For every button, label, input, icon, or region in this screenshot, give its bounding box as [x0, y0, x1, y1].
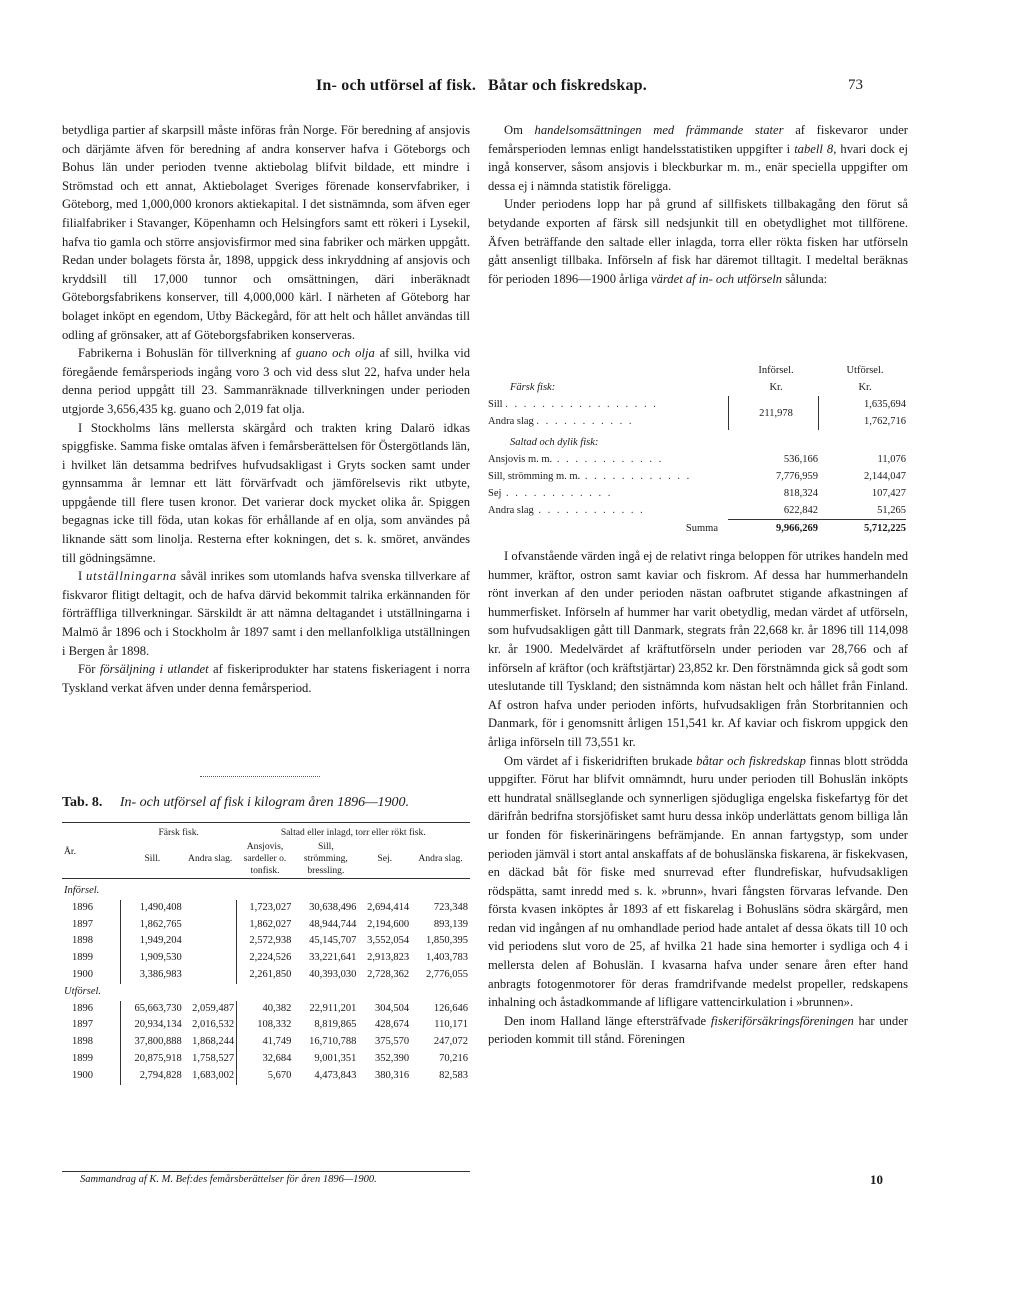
row-year: 1896 — [72, 901, 93, 913]
row-value: 352,390 — [374, 1052, 410, 1064]
left-column-text — [62, 121, 470, 697]
row-value: 5,670 — [237, 1068, 294, 1085]
row-value: 33,221,641 — [309, 952, 357, 964]
row-value: 1,758,527 — [192, 1052, 235, 1064]
table-row — [488, 451, 906, 468]
row-value: 2,016,532 — [192, 1019, 235, 1031]
row-value-in: 536,166 — [783, 454, 818, 465]
row-value: 45,145,707 — [309, 935, 357, 947]
row-value: 82,583 — [439, 1069, 468, 1081]
row-value: 380,316 — [374, 1069, 410, 1081]
row-label: Andra slag . . . . . . . . . . . — [488, 416, 634, 427]
row-value: 22,911,201 — [309, 1002, 357, 1014]
row-value: 32,684 — [237, 1051, 294, 1068]
table-row — [62, 1051, 470, 1068]
header-year: År. — [64, 846, 76, 857]
header-andra-slag: Andra slag. — [188, 853, 233, 864]
table-source-note: Sammandrag af K. M. Bef:des femårsberättelser för åren 1896—1900. — [80, 1174, 377, 1185]
row-label: Ansjovis m. m. . . . . . . . . . . . . — [488, 454, 664, 465]
row-year: 1898 — [72, 1036, 93, 1048]
row-value-ut: 107,427 — [871, 488, 906, 499]
row-value: 247,072 — [433, 1036, 468, 1048]
row-value-ut: 11,076 — [877, 454, 906, 465]
row-value: 48,944,744 — [309, 918, 357, 930]
row-value: 2,224,526 — [237, 950, 294, 967]
row-value: 1,403,783 — [426, 952, 468, 964]
row-value: 893,139 — [433, 918, 468, 930]
row-value: 3,552,054 — [367, 935, 410, 947]
row-value: 723,348 — [433, 901, 468, 913]
col-header-infoersel: Införsel. — [758, 365, 794, 376]
table-title: In- och utförsel af fisk i kilogram åren 1896—1900. — [119, 795, 410, 810]
row-label: Andra slag . . . . . . . . . . . . — [488, 505, 645, 517]
row-value: 8,819,865 — [314, 1019, 357, 1031]
section-label-saltad: Saltad och dylik fisk: — [510, 437, 599, 448]
unit-in: Kr. — [769, 382, 783, 393]
row-value: 20,934,134 — [121, 1017, 184, 1034]
row-value: 2,694,414 — [367, 901, 410, 913]
table-row — [62, 933, 470, 950]
row-value — [184, 933, 237, 950]
row-value-ut: 1,762,716 — [818, 413, 906, 430]
table-row — [62, 1001, 470, 1018]
table-row — [488, 485, 906, 502]
paragraph: Om värdet af i fiskeridriften brukade båtar och fiskredskap finnas blott strödda uppgifter. Förut har blifvit omnämndt, huru under perioden till Bohuslän inköpts ett hundratal snällseglande och synnerligen sjödugliga engelska fiskefartyg för det därifrån bedrifna storsjöfisket samt huru dessa inköp underlättats genom billiga lån ur fonden för fiskerinäringens befrämjande. En annan fartygstyp, som under perioden jämväl i stort antal anskaffats af de bohuslänska fiskarena, är fiskekvasen, en däckad båt för fiske med snurrevad efter flundrefiskar, hufvudsakligen rödspätta, samt inredd med s. k. »brunn», hvari fångsten förvaras lefvande. Den första kvasen inköptes år 1893 af ett fiskarelag i Bohusläns södra skärgård, men redan vid ingången af nu omhandlade period hade antalet af dessa ökats till 10 och vid periodens slut voro de 25, af hvilka 21 hade sina hemorter i sydliga och 4 i mellersta delen af Bohuslän. I kvasarna hafva under senare åren efter hand anbragts fotogenmotorer för deras framdrifvande medelst propeller, redskapens inhalning och åstadkommande af lifligare vattencirkulation i »brunnen». — [488, 753, 909, 1010]
row-value: 9,001,351 — [314, 1052, 357, 1064]
row-value: 108,332 — [237, 1017, 294, 1034]
row-value: 4,473,843 — [314, 1069, 357, 1081]
row-value: 428,674 — [374, 1019, 410, 1031]
row-value: 1,862,027 — [237, 917, 294, 934]
row-value: 2,572,938 — [237, 933, 294, 950]
main-table — [62, 826, 470, 1085]
table-row — [62, 1034, 470, 1051]
section-label-utfoersel: Utförsel. — [64, 985, 102, 997]
row-year: 1898 — [72, 935, 93, 947]
paragraph: Fabrikerna i Bohuslän för tillverkning af guano och olja af sill, hvilka vid föregående femårsperiods ingång voro 3 och vid dess slut 22, hafva under hela denna period uppgått till 23. Sammanräknade tillverkningen under perioden utgjorde 3,656,435 kg. guano och 2,019 fat olja. — [62, 346, 470, 416]
header-andra-slag: Andra slag. — [418, 853, 463, 864]
table-row — [488, 468, 906, 485]
row-value: 1,850,395 — [426, 935, 468, 947]
row-value-ut: 1,635,694 — [818, 396, 906, 413]
row-value: 2,194,600 — [367, 918, 410, 930]
row-value — [184, 917, 237, 934]
row-value: 126,646 — [433, 1002, 468, 1014]
paragraph: För försäljning i utlandet af fiskeriprodukter har statens fiskeriagent i norra Tyskland verkat äfven under denna femårsperiod. — [62, 662, 470, 695]
utfoersel-rows — [62, 1001, 470, 1085]
section-label-farsk: Färsk fisk: — [510, 382, 556, 393]
col-header-utfoersel: Utförsel. — [846, 365, 884, 376]
row-value: 375,570 — [374, 1036, 410, 1048]
row-value: 1,868,244 — [192, 1036, 235, 1048]
row-value: 1,909,530 — [121, 950, 184, 967]
row-value — [184, 967, 237, 984]
row-year: 1899 — [72, 1052, 93, 1064]
row-value-ut: 51,265 — [877, 505, 906, 516]
row-value: 2,261,850 — [237, 967, 294, 984]
page-number: 73 — [848, 77, 863, 93]
table-bottom-rule — [62, 1171, 470, 1172]
row-value: 3,386,983 — [121, 967, 184, 984]
row-value: 1,490,408 — [121, 900, 184, 917]
table-caption — [62, 795, 409, 811]
paragraph: Under periodens lopp har på grund af sillfiskets tillbakagång den förut så betydande exporten af färsk sill nedsjunkit till en obetydlighet mot tillförene. Äfven beträffande den saltade eller inlagda, torra eller rökta fisken har utförseln gått ansenligt tillbaka. Införseln af fisk har däremot tilltagit. I medeltal beräknas för perioden 1896—1900 årliga värdet af in- och utförseln sålunda: — [488, 197, 908, 286]
summa-ut: 5,712,225 — [818, 520, 906, 538]
row-value-in: 622,842 — [783, 505, 818, 516]
row-value: 30,638,496 — [309, 901, 357, 913]
table-row — [488, 502, 906, 520]
row-label: Sill . . . . . . . . . . . . . . . . . — [488, 399, 658, 410]
summa-in: 9,966,269 — [728, 520, 818, 538]
running-head-right: Båtar och fiskredskap. — [488, 77, 647, 94]
farsk-in-combined: 211,978 — [728, 396, 818, 430]
value-table-wrap — [488, 362, 908, 537]
row-value: 2,728,362 — [367, 968, 410, 980]
unit-ut: Kr. — [858, 382, 872, 393]
row-value: 16,710,788 — [309, 1036, 357, 1048]
paragraph: I Stockholms läns mellersta skärgård och trakten kring Dalarö idkas spiggfiske. Samma fiske omtalas äfven i femårsberättelsen för Östergötlands län, i hvilket län detsamma bedrifves hufvudsakligast i Gryts socken samt under gynnsamma år lemnar ett lätt förvärfvadt och jämförelsevis rikt utbyte, uppgående till flere tusen kronor. Det varierar dock mycket olika år. Spiggen begagnas icke till föda, utan kokas för erhållande af en olja, som användes på liknande sätt som linolja. Resterna efter kokningen, det s. k. smöret, användes till gödningsämne. — [62, 420, 470, 565]
header-salted-fish: Saltad eller inlagd, torr eller rökt fisk. — [280, 827, 426, 838]
row-value-in: 818,324 — [783, 488, 818, 499]
paragraph: I ofvanstående värden ingå ej de relativt ringa beloppen för utrikes handeln med hummer, kräftor, ostron samt kaviar och fiskrom. Af dessa har hummerhandeln rönt inverkan af den under perioden nästan oafbrutet stigande afkastningen af hummerfisket. Införseln af hummer har varit obetydlig, medan värdet af utförseln, som hufvudsakligen gått till Danmark, stegrats från 22,668 kr. år 1896 till 114,098 kr. år 1900. Medelvärdet af kräftutförseln under perioden var 28,766 och af införseln af kräftor (och kräftstjärtar) 23,852 kr. Den förstnämnda gick så godt som uteslutande till Tyskland; den sistnämnda kom nästan helt och hållet från Finland. Af ostron hafva under perioden införts, hufvudsakligen från Storbritannien och Danmark, för i genomsnitt årligen 151,541 kr. Af kaviar och fiskrom uppgick den årliga införseln till 73,551 kr. — [488, 549, 908, 749]
table-number: Tab. 8. — [62, 795, 103, 810]
right-column-text-upper — [488, 121, 908, 288]
row-value: 2,794,828 — [121, 1068, 184, 1085]
column-rule — [200, 776, 320, 777]
table-row — [62, 917, 470, 934]
table-row — [62, 1017, 470, 1034]
row-value-ut: 2,144,047 — [864, 471, 906, 482]
row-year: 1897 — [72, 918, 93, 930]
row-value: 41,749 — [237, 1034, 294, 1051]
row-year: 1900 — [72, 968, 93, 980]
right-column-text-lower — [488, 547, 908, 1049]
row-value: 40,393,030 — [309, 968, 357, 980]
section-label-infoersel: Införsel. — [64, 885, 100, 896]
row-value: 20,875,918 — [121, 1051, 184, 1068]
header-sej: Sej. — [377, 853, 393, 864]
table-row — [62, 900, 470, 917]
row-value: 40,382 — [237, 1001, 294, 1018]
row-value: 304,504 — [374, 1002, 410, 1014]
paragraph: Om handelsomsättningen med främmande stater af fiskevaror under femårsperioden lemnas enligt handelsstatistiken uppgifter i tabell 8, hvari dock ej ingå konserver, såsom ansjovis i bleckburkar m. m., enär speciella uppgifter om dessa ej i nämnda statistik föreligga. — [488, 123, 908, 193]
row-label: Sill, strömming m. m. . . . . . . . . . . . . — [488, 471, 692, 482]
saltad-rows — [488, 451, 906, 520]
row-value: 2,059,487 — [192, 1002, 235, 1014]
row-year: 1900 — [72, 1069, 93, 1081]
row-value-in: 7,776,959 — [776, 471, 818, 482]
row-value: 65,663,730 — [121, 1001, 184, 1018]
table-row — [62, 950, 470, 967]
signature-mark: 10 — [870, 1172, 883, 1187]
row-year: 1897 — [72, 1019, 93, 1031]
row-value: 1,683,002 — [192, 1069, 235, 1081]
table-row — [62, 1068, 470, 1085]
table-row — [62, 967, 470, 984]
running-head-left: In- och utförsel af fisk. — [316, 77, 477, 94]
header-fresh-fish: Färsk fisk. — [158, 827, 199, 838]
row-label: Sej . . . . . . . . . . . . — [488, 488, 613, 499]
paragraph: Den inom Halland länge eftersträfvade fiskeriförsäkringsföreningen har under perioden kommit till stånd. Föreningen — [488, 1013, 908, 1047]
header-ansjovis: Ansjovis, sardeller o. tonfisk. — [243, 841, 287, 876]
row-value: 2,776,055 — [426, 968, 468, 980]
row-value: 37,800,888 — [121, 1034, 184, 1051]
row-value — [184, 950, 237, 967]
row-value: 1,949,204 — [121, 933, 184, 950]
header-stromming: Sill, strömming, bressling. — [303, 841, 348, 876]
paragraph: betydliga partier af skarpsill måste införas från Norge. För beredning af ansjovis och därjämte äfven för beredning af andra konserver hafva i Göteborgs och Bohus län under perioden tvenne aktiebolag blifvit bildade, ett mindre i Strömstad och ett annat, Aktiebolaget Sveriges förenade konservfabriker, i Göteborg, med 1,000,000 kronors aktiekapital. I det sistnämnda, som äfven eger filialfabriker i Stavanger, Köpenhamn och Helsingfors samt ett rökeri i Lysekil, hafva tio gamla och större ansjovisfirmor med sina fabriker och märken uppgått. Redan under bolagets första år, 1898, uppgick dess inkryddning af ansjovis och kryddsill till 17,000 tunnor och omsättningen, däri inberäknadt Göteborgsfabrikens konserver, till 4,000,000 kärl. I närheten af Göteborg har bolaget inköpt en egendom, Utby Bäckegård, för att helt och hållet användas till odling af grönsaker, att af Göteborgsfabriken konserveras. — [62, 123, 470, 342]
table-top-rule — [62, 822, 470, 823]
row-value: 70,216 — [439, 1052, 468, 1064]
row-year: 1896 — [72, 1002, 93, 1014]
header-sill: Sill. — [144, 853, 161, 864]
row-value: 1,862,765 — [121, 917, 184, 934]
row-year: 1899 — [72, 952, 93, 964]
value-table — [488, 362, 906, 537]
summa-label: Summa — [685, 522, 718, 534]
row-value: 1,723,027 — [237, 900, 294, 917]
paragraph: I utställningarna såväl inrikes som utomlands hafva svenska tillverkare af fiskvaror flitigt deltagit, och de hafva därvid bekommit talrika erkännanden för förträffliga tillverkningar. Särskildt är att nämna deltagandet i utställningarna i Malmö år 1896 och i Stockholm år 1897 samt i den mellanfolkliga utställningen i Bergen år 1898. — [62, 569, 470, 658]
row-value: 110,171 — [434, 1019, 468, 1031]
infoersel-rows — [62, 900, 470, 984]
row-value — [184, 900, 237, 917]
main-table-wrap — [62, 826, 470, 1085]
row-value: 2,913,823 — [367, 952, 410, 964]
